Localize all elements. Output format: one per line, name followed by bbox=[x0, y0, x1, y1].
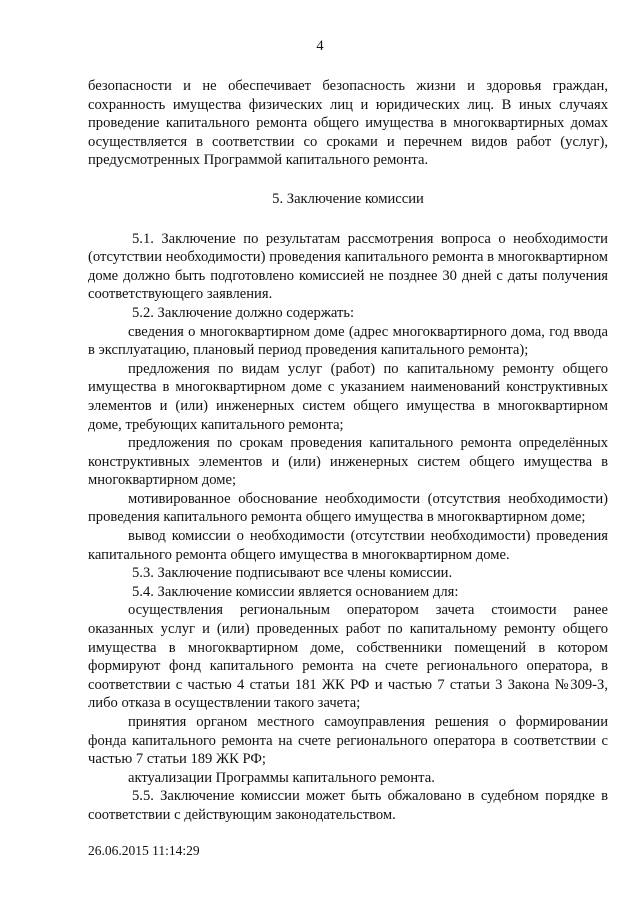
list-item: предложения по видам услуг (работ) по капитальному ремонту общего имущества в многоквартирном доме с указанием наименований конструктивных элементов и (или) инженерных систем общего имущества в многоквартирном доме, требующих капитального ремонта; bbox=[88, 360, 608, 433]
clause-5-3: 5.3. Заключение подписывают все члены комиссии. bbox=[132, 565, 453, 582]
list-item: мотивированное обоснование необходимости (отсутствия необходимости) проведения капитального ремонта общего имущества в многоквартирном доме; bbox=[88, 490, 608, 526]
page-number: 4 bbox=[316, 38, 324, 54]
list-item: актуализации Программы капитального ремонта. bbox=[128, 769, 435, 786]
paragraph-continuation: безопасности и не обеспечивает безопасность жизни и здоровья граждан, сохранность имущества физических лиц и юридических лиц. В иных случаях проведение капитального ремонта общего имущества в многоквартирных домах осуществляется в соответствии со сроками и перечнем видов работ (услуг), предусмотренных Программой капитального ремонта. bbox=[88, 78, 608, 169]
clause-5-1: 5.1. Заключение по результатам рассмотрения вопроса о необходимости (отсутствии необходимости) проведения капитального ремонта в многоквартирном доме должно быть подготовлено комиссией не позднее 30 дней с даты получения соответствующего заявления. bbox=[88, 230, 608, 303]
list-item: принятия органом местного самоуправления решения о формировании фонда капитального ремонта на счете регионального оператора в соответствии с частью 7 статьи 189 ЖК РФ; bbox=[88, 714, 608, 768]
clause-5-2: 5.2. Заключение должно содержать: bbox=[132, 304, 355, 321]
section-heading: 5. Заключение комиссии bbox=[272, 190, 424, 207]
document-body bbox=[88, 77, 608, 825]
list-item: осуществления региональным оператором зачета стоимости ранее оказанных услуг и (или) проведенных работ по капитальному ремонту общего имущества в многоквартирном доме, собственники помещений в котором формируют фонд капитального ремонта на счете регионального оператора, в соответствии с частью 4 статьи 181 ЖК РФ и частью 7 статьи 3 Закона №309-З, либо отказа в осуществлении такого зачета; bbox=[88, 602, 608, 712]
list-item: предложения по срокам проведения капитального ремонта определённых конструктивных элементов и (или) инженерных систем общего имущества в многоквартирном доме; bbox=[88, 435, 608, 489]
list-item: вывод комиссии о необходимости (отсутствии необходимости) проведения капитального ремонта общего имущества в многоквартирном доме. bbox=[88, 528, 608, 563]
footer-timestamp: 26.06.2015 11:14:29 bbox=[88, 843, 200, 858]
list-item: сведения о многоквартирном доме (адрес многоквартирного дома, год ввода в эксплуатацию, плановый период проведения капитального ремонта); bbox=[88, 323, 608, 359]
clause-5-4: 5.4. Заключение комиссии является основанием для: bbox=[132, 583, 459, 600]
clause-5-5: 5.5. Заключение комиссии может быть обжаловано в судебном порядке в соответствии с действующим законодательством. bbox=[88, 788, 608, 823]
